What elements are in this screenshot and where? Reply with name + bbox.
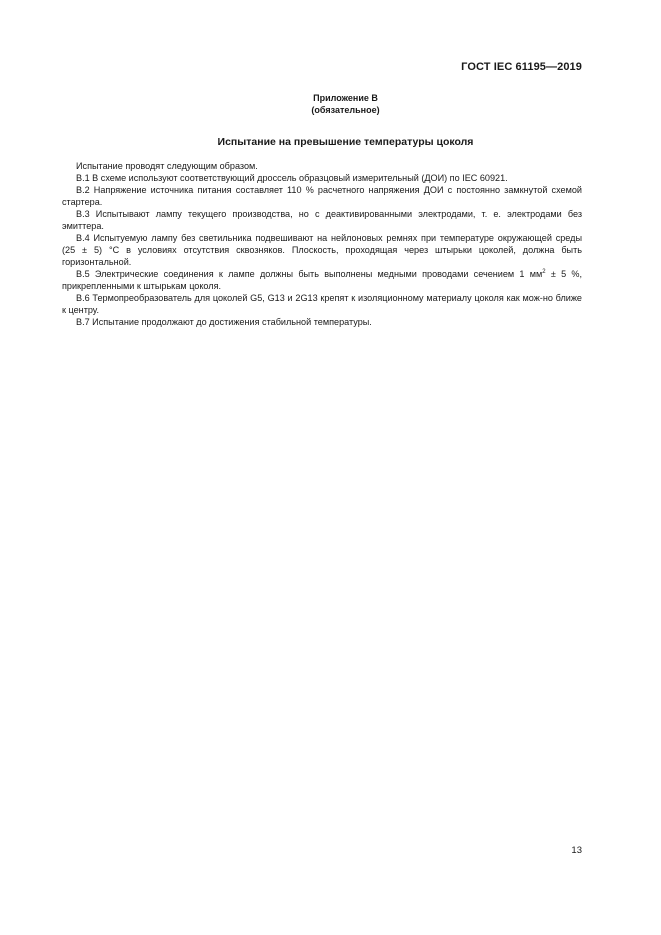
appendix-label: Приложение В — [313, 93, 378, 103]
paragraph-b3: В.3 Испытывают лампу текущего производства, но с деактивированными электродами, т. е. электродами без эмиттера. — [62, 209, 582, 231]
paragraph-b6: В.6 Термопреобразователь для цоколей G5, G13 и 2G13 крепят к изоляционному материалу цоколя как мож-но ближе к центру. — [62, 293, 582, 315]
appendix-heading — [0, 92, 661, 116]
paragraph-b1: В.1 В схеме используют соответствующий дроссель образцовый измерительный (ДОИ) по IEC 60921. — [76, 173, 508, 183]
document-code: ГОСТ IEC 61195—2019 — [461, 61, 582, 73]
page-number: 13 — [571, 845, 582, 856]
document-body — [62, 160, 582, 328]
paragraph-b5-text: В.5 Электрические соединения к лампе должны быть выполнены медными проводами сечением 1 мм — [76, 269, 543, 279]
appendix-status: (обязательное) — [311, 105, 380, 115]
paragraph-b5 — [62, 268, 582, 292]
paragraph-b7: В.7 Испытание продолжают до достижения стабильной температуры. — [76, 317, 372, 327]
section-title: Испытание на превышение температуры цоколя — [217, 136, 474, 148]
paragraph-b2: В.2 Напряжение источника питания составляет 110 % расчетного напряжения ДОИ с постоянно замкнутой схемой стартера. — [62, 185, 582, 207]
paragraph-intro: Испытание проводят следующим образом. — [76, 161, 258, 171]
paragraph-b4: В.4 Испытуемую лампу без светильника подвешивают на нейлоновых ремнях при температуре окружающей среды (25 ± 5) °С в условиях отсутствия сквозняков. Плоскость, проходящая через штырьки цоколей, должна быть горизонтальной. — [62, 233, 582, 267]
paragraph-b5-text-end: ± 5 %, прикрепленными к штырькам цоколя. — [62, 269, 582, 291]
superscript-exponent: 2 — [542, 268, 546, 275]
